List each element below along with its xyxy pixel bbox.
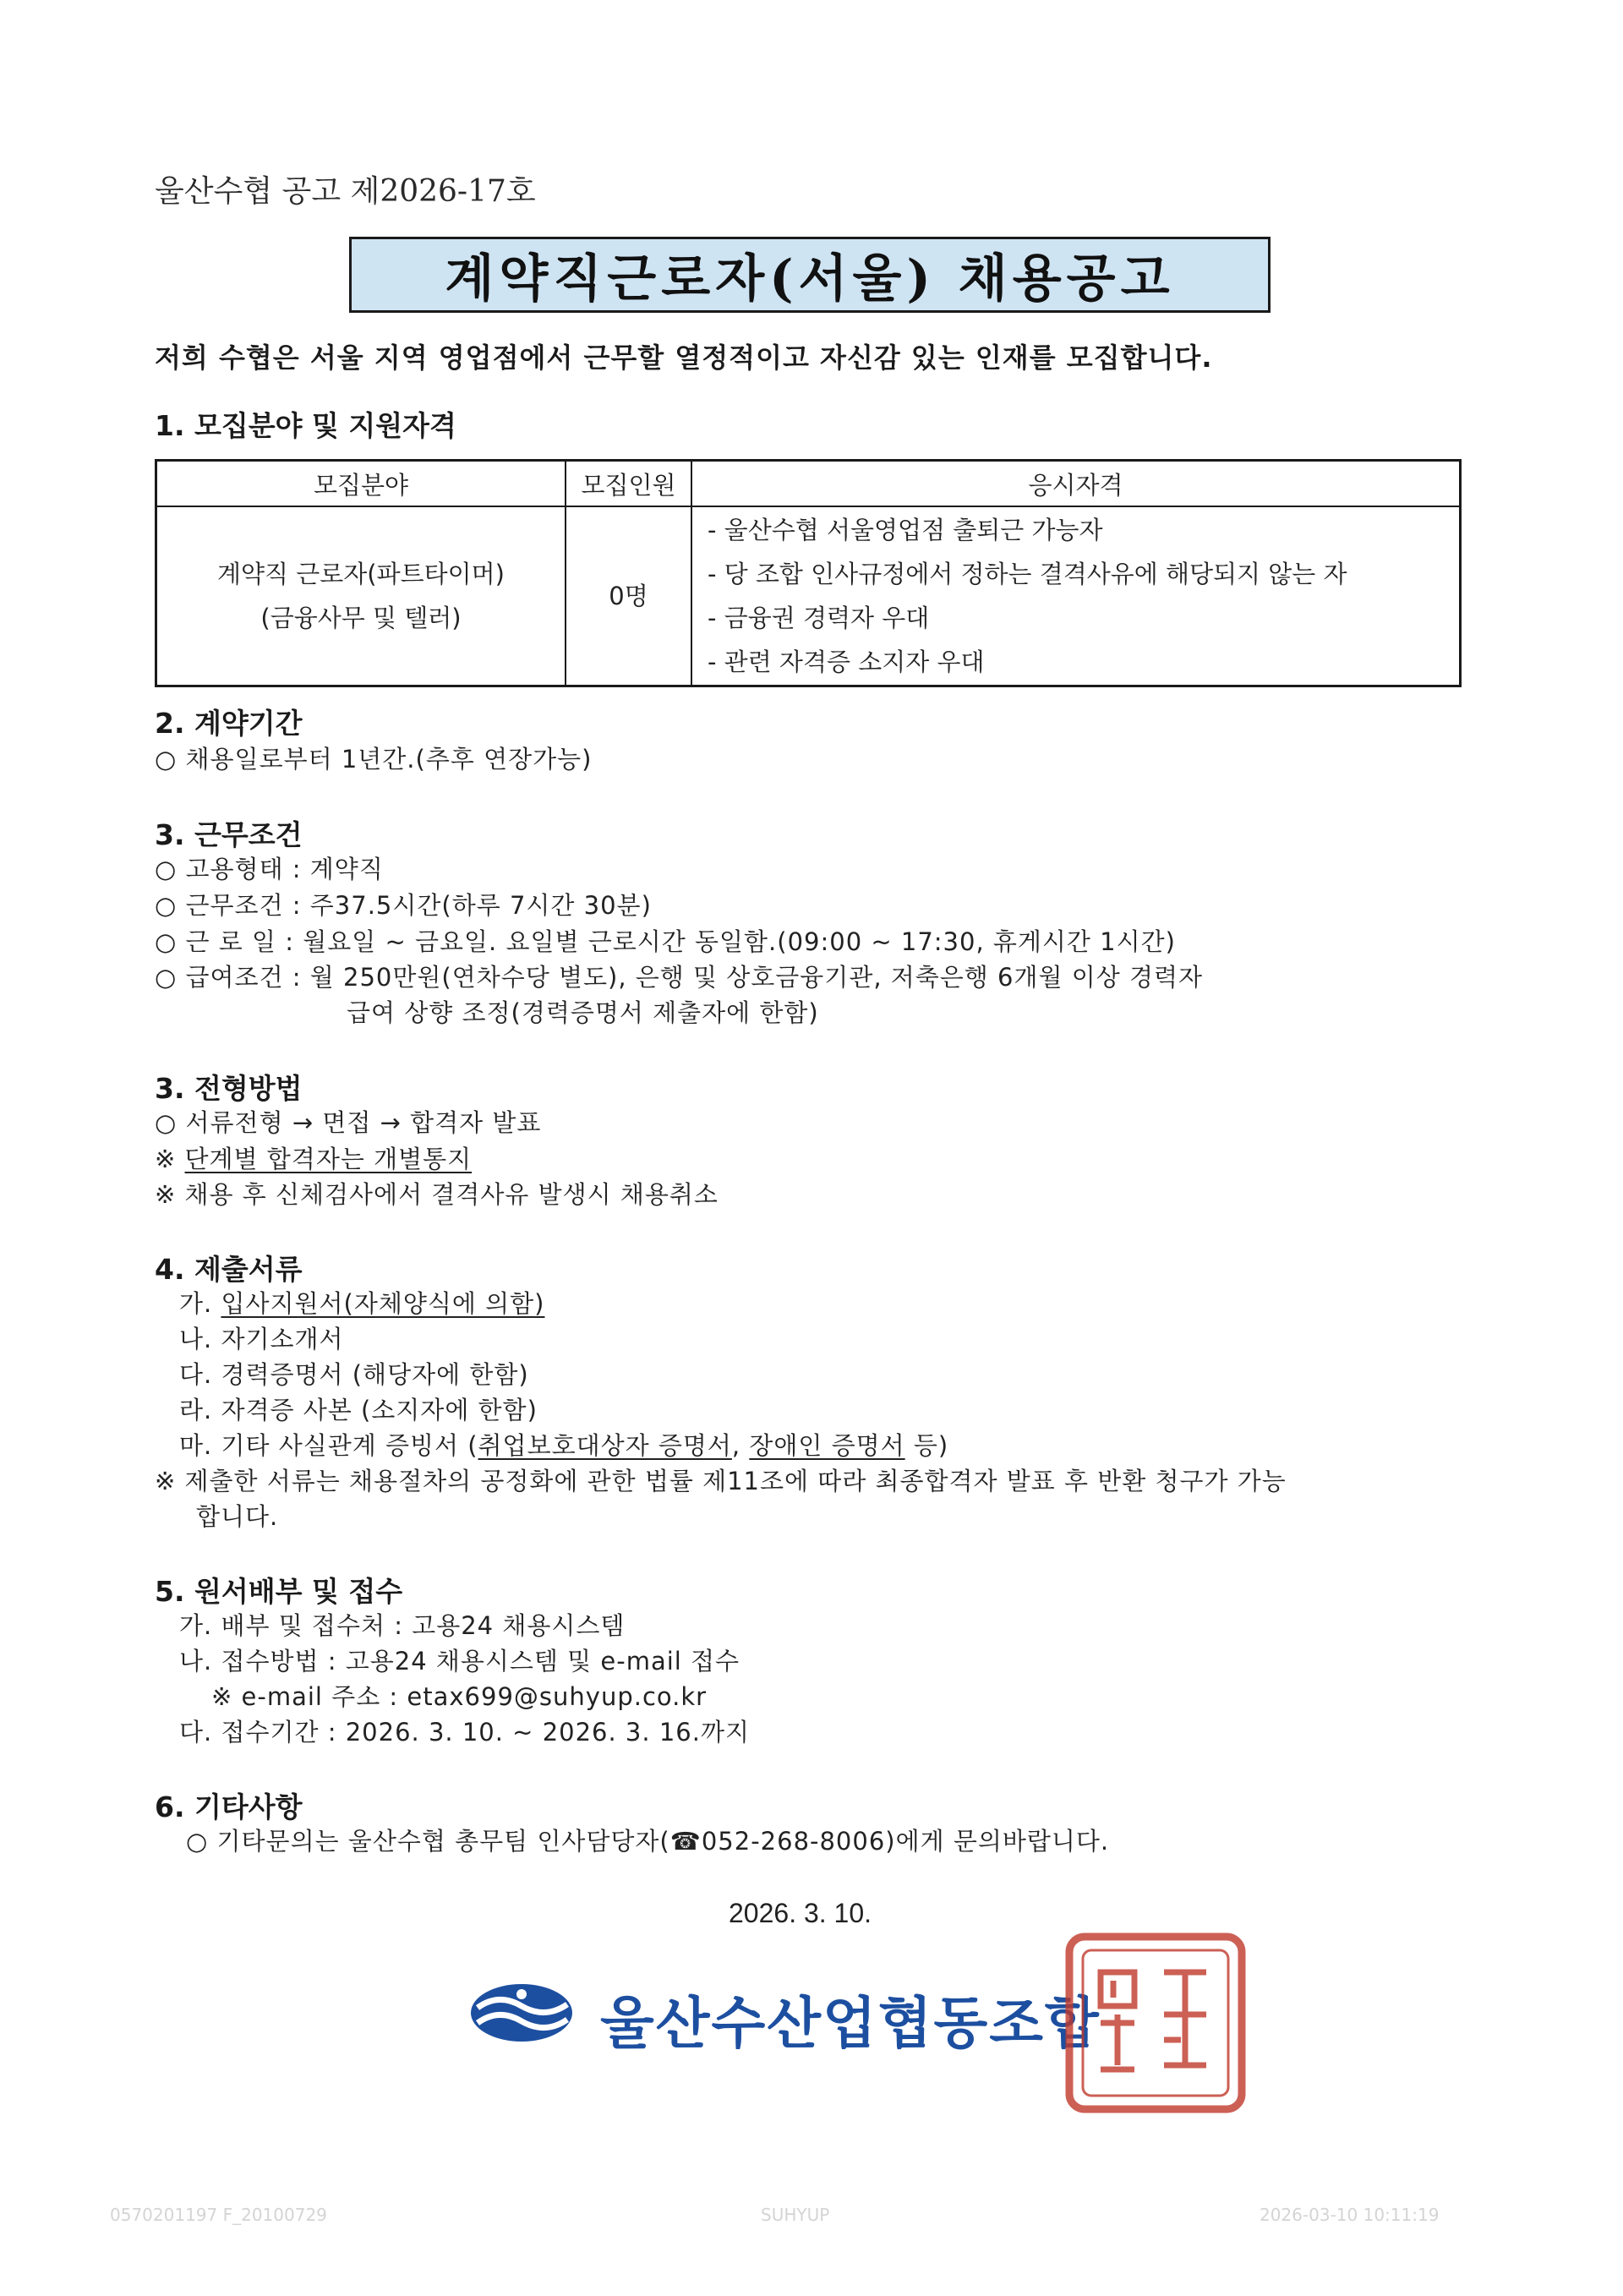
item-text: 입사지원서(자체양식에 의함) <box>221 1289 545 1318</box>
condition-line: ○ 급여조건 : 월 250만원(연차수당 별도), 은행 및 상호금융기관, 저축은행 6개월 이상 경력자 <box>155 963 1204 992</box>
document-item: 라. 자격증 사본 (소지자에 한함) <box>179 1396 538 1424</box>
item-prefix: 가. <box>179 1289 221 1318</box>
scan-label: SUHYUP <box>761 2205 830 2225</box>
note-mark: ※ <box>155 1145 185 1173</box>
section-heading-4: 4. 제출서류 <box>155 1253 303 1286</box>
application-line: ※ e-mail 주소 : etax699@suhyup.co.kr <box>211 1682 708 1711</box>
field-cell <box>156 506 566 686</box>
document-note: 합니다. <box>196 1502 279 1531</box>
scan-timestamp: 2026-03-10 10:11:19 <box>1260 2205 1440 2225</box>
document-item: 다. 경력증명서 (해당자에 한함) <box>179 1360 529 1389</box>
document-item: 나. 자기소개서 <box>179 1325 344 1353</box>
item-doc: 취업보호대상자 증명서 <box>478 1431 732 1460</box>
page-title: 계약직근로자(서울) 채용공고 <box>445 249 1175 309</box>
section-heading-6: 6. 기타사항 <box>155 1790 303 1823</box>
item-prefix: 마. 기타 사실관계 증빙서 ( <box>179 1431 478 1460</box>
application-line: 나. 접수방법 : 고용24 채용시스템 및 e-mail 접수 <box>179 1647 740 1676</box>
qualification-cell <box>691 506 1461 686</box>
scan-id: 0570201197 F_20100729 <box>110 2205 327 2225</box>
qualification-item: - 관련 자격증 소지자 우대 <box>708 648 985 676</box>
title-box <box>349 237 1271 313</box>
item-sep: , <box>731 1431 750 1460</box>
section-heading-5: 5. 원서배부 및 접수 <box>155 1575 403 1608</box>
selection-line: ○ 서류전형 → 면접 → 합격자 발표 <box>155 1108 542 1137</box>
notice-date: 2026. 3. 10. <box>729 1898 872 1928</box>
note-text: 단계별 합격자는 개별통지 <box>184 1145 473 1173</box>
section-heading-1: 1. 모집분야 및 지원자격 <box>155 409 456 442</box>
table-header-row <box>156 461 1461 507</box>
condition-line: ○ 고용형태 : 계약직 <box>155 855 384 883</box>
table-header: 모집인원 <box>566 461 691 507</box>
condition-line: ○ 근 로 일 : 월요일 ~ 금요일. 요일별 근로시간 동일함.(09:00 ~ 17:30, 휴게시간 1시간) <box>155 927 1176 956</box>
organization-name: 울산수산업협동조합 <box>600 1991 1101 2056</box>
notice-number: 울산수협 공고 제2026-17호 <box>155 174 536 209</box>
qualification-item: - 금융권 경력자 우대 <box>708 604 930 632</box>
inquiry-line: ○ 기타문의는 울산수협 총무팀 인사담당자(☎052-268-8006)에게 문의바랍니다. <box>186 1827 1110 1856</box>
count-cell: 0명 <box>566 506 691 686</box>
selection-note <box>155 1140 472 1175</box>
condition-line: ○ 근무조건 : 주37.5시간(하루 7시간 30분) <box>155 891 652 920</box>
condition-line: 급여 상향 조정(경력증명서 제출자에 한함) <box>347 998 819 1027</box>
recruit-table <box>155 459 1462 687</box>
intro-text: 저희 수협은 서울 지역 영업점에서 근무할 열정적이고 자신감 있는 인재를 모집합니다. <box>155 342 1213 374</box>
table-header: 모집분야 <box>156 461 566 507</box>
qualification-item: - 울산수협 서울영업점 출퇴근 가능자 <box>708 516 1103 544</box>
suhyup-logo-icon <box>469 1982 575 2043</box>
section-heading-2: 2. 계약기간 <box>155 707 303 740</box>
application-line: 다. 접수기간 : 2026. 3. 10. ~ 2026. 3. 16.까지 <box>179 1718 750 1747</box>
table-row <box>156 506 1461 686</box>
contract-line: ○ 채용일로부터 1년간.(추후 연장가능) <box>155 745 593 774</box>
application-line: 가. 배부 및 접수처 : 고용24 채용시스템 <box>179 1611 626 1640</box>
document-note: ※ 제출한 서류는 채용절차의 공정화에 관한 법률 제11조에 따라 최종합격자 발표 후 반환 청구가 가능 <box>155 1467 1287 1495</box>
field-line: 계약직 근로자(파트타이머) <box>216 560 505 588</box>
qualification-item: - 당 조합 인사규정에서 정하는 결격사유에 해당되지 않는 자 <box>708 560 1347 588</box>
document-item <box>179 1427 948 1462</box>
table-header: 응시자격 <box>691 461 1461 507</box>
official-seal-icon <box>1063 1930 1249 2116</box>
item-doc: 장애인 증명서 <box>749 1431 905 1460</box>
selection-line: ※ 채용 후 신체검사에서 결격사유 발생시 채용취소 <box>155 1180 719 1209</box>
section-heading-3: 3. 근무조건 <box>155 818 303 851</box>
section-heading-3b: 3. 전형방법 <box>155 1072 303 1105</box>
document-item <box>179 1285 544 1320</box>
field-line: (금융사무 및 텔러) <box>260 604 462 632</box>
item-suffix: 등) <box>904 1431 949 1460</box>
